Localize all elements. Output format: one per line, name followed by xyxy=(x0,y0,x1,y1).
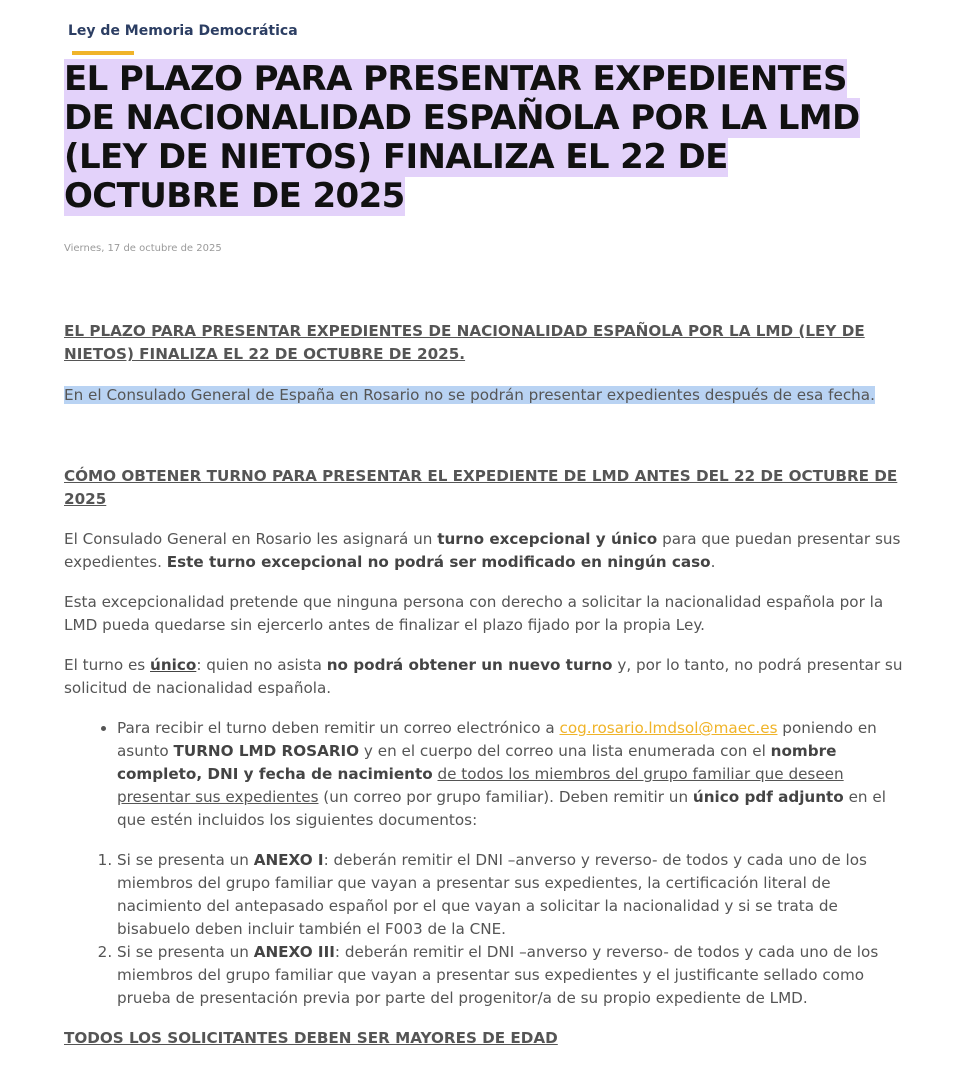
p3-bold-d: no podrá obtener un nuevo turno xyxy=(326,656,613,674)
email-link[interactable]: cog.rosario.lmdsol@maec.es xyxy=(559,719,778,737)
selected-text: En el Consulado General de España en Rosario no se podrán presentar expedientes después de esa fecha. xyxy=(64,386,875,404)
bullet-underlined-members: de todos los miembros del grupo familiar que deseen presentar sus expedientes xyxy=(117,765,844,806)
headline-text: EL PLAZO PARA PRESENTAR EXPEDIENTES DE NACIONALIDAD ESPAÑOLA POR LA LMD (LEY DE NIETOS) FINALIZA EL 22 DE OCTUBRE DE 2025 xyxy=(64,59,860,216)
intro-heading: EL PLAZO PARA PRESENTAR EXPEDIENTES DE NACIONALIDAD ESPAÑOLA POR LA LMD (LEY DE NIETOS) FINALIZA EL 22 DE OCTUBRE DE 2025. xyxy=(64,322,865,363)
list-item xyxy=(117,849,906,941)
step-1-text-c: : deberán remitir el DNI –anverso y reverso- de todos y cada uno de los miembros del grupo familiar que vayan a presentar sus expedientes, la certificación literal de nacimiento del antepasado español por el que vayan a solicitar la nacionalidad y si se trata de bisabuelo deben incluir también el F003 de la CNE. xyxy=(117,851,867,938)
paragraph-excepcionalidad: Esta excepcionalidad pretende que ninguna persona con derecho a solicitar la nacionalidad española por la LMD pueda quedarse sin ejercerlo antes de finalizar el plazo fijado por la propia Ley. xyxy=(64,593,884,634)
bullet-text-d: y en el cuerpo del correo una lista enumerada con el xyxy=(359,742,771,760)
list-item xyxy=(117,941,906,1010)
p3-bold-b: único xyxy=(150,656,197,674)
p1-text-e: . xyxy=(710,553,716,571)
paragraph-turno-excepcional xyxy=(64,528,906,574)
publish-date: Viernes, 17 de octubre de 2025 xyxy=(64,243,222,254)
article-headline xyxy=(64,60,899,216)
p1-bold-b: turno excepcional y único xyxy=(437,530,658,548)
category-link[interactable]: Ley de Memoria Democrática xyxy=(68,23,298,39)
bullet-bold-fields: nombre completo, DNI y fecha de nacimiento xyxy=(117,742,837,783)
bullet-text-a: Para recibir el turno deben remitir un correo electrónico a xyxy=(117,719,560,737)
p1-text-a: El Consulado General en Rosario les asignará un xyxy=(64,530,438,548)
step-2-bold-anexo: ANEXO III xyxy=(253,943,335,961)
bullet-text-j: en el que estén incluidos los siguientes documentos: xyxy=(117,788,886,829)
bullet-bold-pdf: único pdf adjunto xyxy=(692,788,844,806)
p1-bold-d: Este turno excepcional no podrá ser modificado en ningún caso xyxy=(166,553,711,571)
intro-paragraph xyxy=(64,384,906,407)
step-2-text-a: Si se presenta un xyxy=(117,943,254,961)
step-1-bold-anexo: ANEXO I xyxy=(253,851,324,869)
list-item xyxy=(117,717,906,832)
turno-heading: CÓMO OBTENER TURNO PARA PRESENTAR EL EXPEDIENTE DE LMD ANTES DEL 22 DE OCTUBRE DE 2025 xyxy=(64,467,898,508)
bullet-bold-subject: TURNO LMD ROSARIO xyxy=(173,742,360,760)
p1-text-c: para que puedan presentar sus expedientes. xyxy=(64,530,901,571)
p3-text-a: El turno es xyxy=(64,656,151,674)
step-1-text-a: Si se presenta un xyxy=(117,851,254,869)
p3-text-c: : quien no asista xyxy=(196,656,327,674)
category-underline-bar xyxy=(72,51,134,55)
step-2-text-c: : deberán remitir el DNI –anverso y reverso- de todos y cada uno de los miembros del grupo familiar que vayan a presentar sus expedientes y el justificante sellado como prueba de presentación previa por parte del progenitor/a de su propio expediente de LMD. xyxy=(117,943,879,1007)
article-body xyxy=(64,320,906,1050)
documents-list xyxy=(64,849,906,1010)
final-heading: TODOS LOS SOLICITANTES DEBEN SER MAYORES DE EDAD xyxy=(64,1029,558,1047)
paragraph-turno-unico xyxy=(64,654,906,700)
p3-text-e: y, por lo tanto, no podrá presentar su solicitud de nacionalidad española. xyxy=(64,656,903,697)
instructions-list xyxy=(64,717,906,832)
bullet-text-h: (un correo por grupo familiar). Deben remitir un xyxy=(318,788,693,806)
bullet-text-b: poniendo en asunto xyxy=(117,719,877,760)
